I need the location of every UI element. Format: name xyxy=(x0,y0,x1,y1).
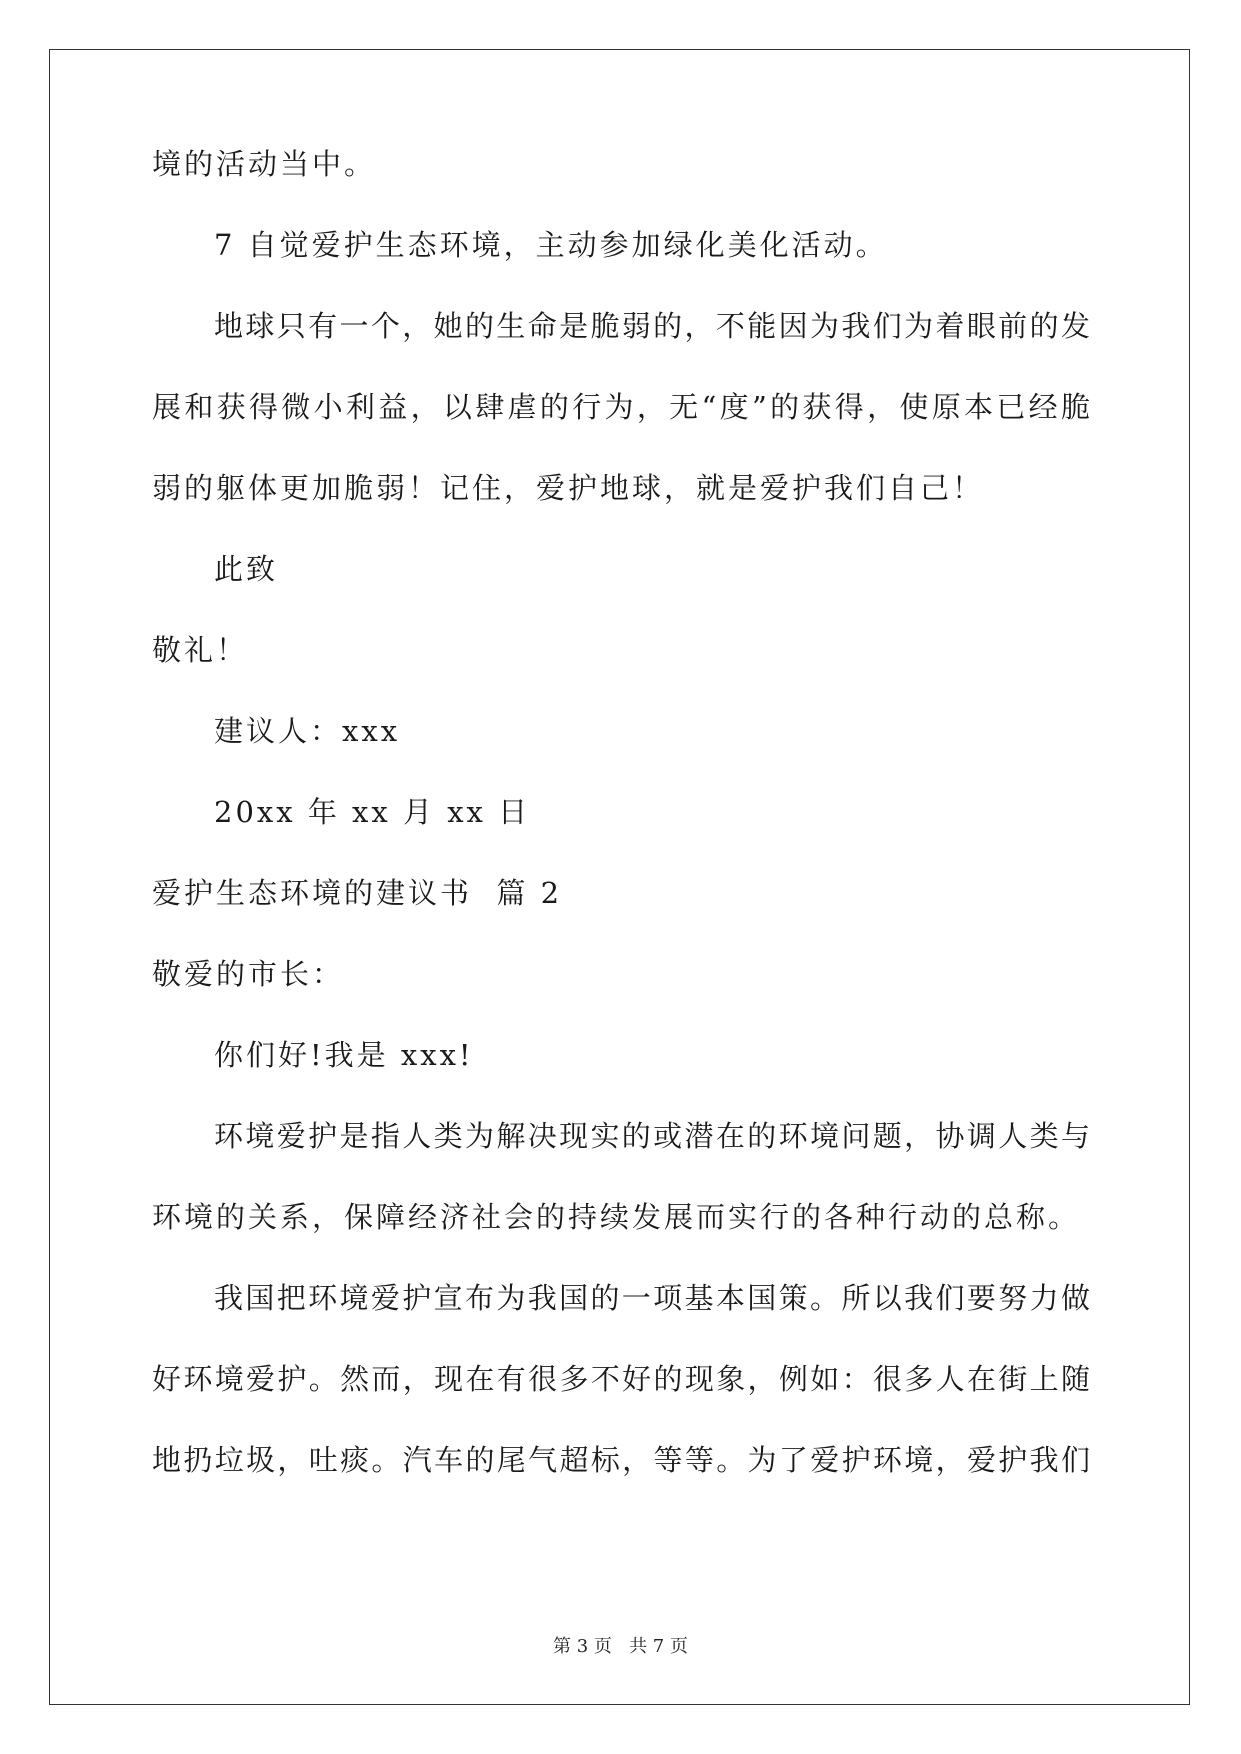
paragraph-line: 地扔垃圾，吐痰。汽车的尾气超标，等等。为了爱护环境，爱护我们 xyxy=(152,1443,1092,1477)
document-body xyxy=(152,144,1092,1521)
salutation-regards: 敬礼！ xyxy=(152,633,249,667)
date-line: 20xx 年 xx 月 xx 日 xyxy=(214,795,531,829)
paragraph-line: 7 自觉爱护生态环境，主动参加绿化美化活动。 xyxy=(214,228,888,262)
paragraph-line: 展和获得微小利益，以肆虐的行为，无“度”的获得，使原本已经脆 xyxy=(152,390,1092,424)
paragraph-line: 环境爱护是指人类为解决现实的或潜在的环境问题，协调人类与 xyxy=(214,1119,1092,1153)
signature-line: 建议人：xxx xyxy=(214,714,401,748)
salutation-closing: 此致 xyxy=(214,552,279,586)
page-number: 第 3 页 共 7 页 xyxy=(553,1636,688,1657)
paragraph-line: 我国把环境爱护宣布为我国的一项基本国策。所以我们要努力做 xyxy=(214,1281,1092,1315)
paragraph-line: 境的活动当中。 xyxy=(152,147,377,181)
paragraph-line: 你们好!我是 xxx! xyxy=(214,1038,474,1072)
section-heading: 爱护生态环境的建议书 篇 2 xyxy=(152,876,563,910)
paragraph-line: 弱的躯体更加脆弱！记住，爱护地球，就是爱护我们自己！ xyxy=(152,471,985,505)
paragraph-line: 环境的关系，保障经济社会的持续发展而实行的各种行动的总称。 xyxy=(152,1200,1081,1234)
greeting-line: 敬爱的市长： xyxy=(152,957,345,991)
paragraph-line: 地球只有一个，她的生命是脆弱的，不能因为我们为着眼前的发 xyxy=(214,309,1092,343)
paragraph-line: 好环境爱护。然而，现在有很多不好的现象，例如：很多人在街上随 xyxy=(152,1362,1092,1396)
